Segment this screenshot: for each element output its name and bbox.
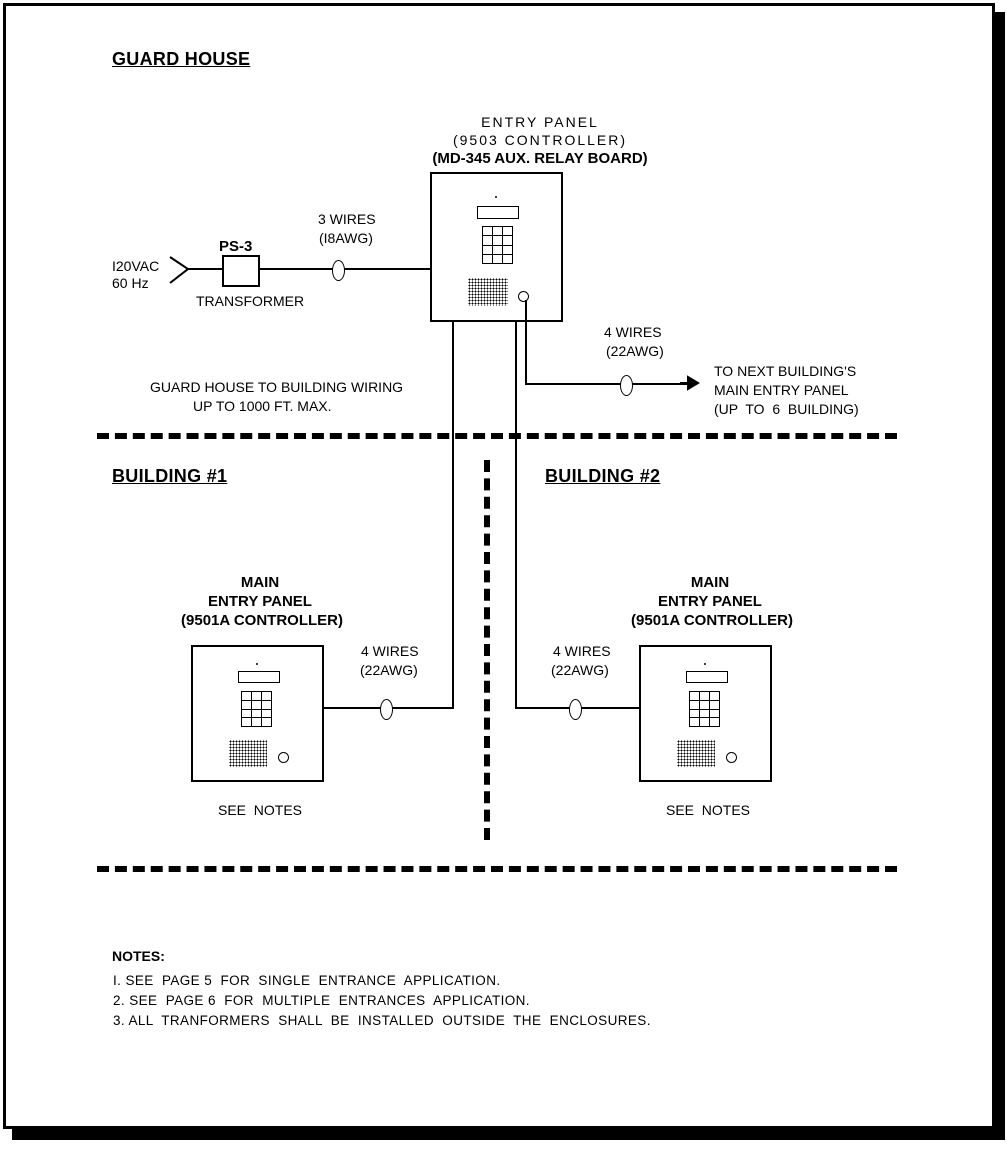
wire-entrypanel-to-building1-vertical [452,320,454,708]
section-title-building-2: BUILDING #2 [545,466,661,486]
main-panel-1-caption-line2: ENTRY PANEL [208,593,312,610]
wire-transformer-to-entry-panel [260,268,432,270]
entry-panel-device [430,172,563,322]
panel-indicator-dot [256,663,258,665]
wire-entrypanel-to-nextbuilding-vertical [525,300,527,384]
voltage-source-line2: 60 Hz [112,275,149,291]
wire-entrypanel-to-building2-vertical [515,320,517,708]
note-item-3: 3. ALL TRANFORMERS SHALL BE INSTALLED OUTSIDE THE ENCLOSURES. [113,1013,651,1028]
wire-4wires-top-line2: (22AWG) [606,343,664,359]
ps3-label: PS-3 [219,238,253,255]
main-entry-panel-1-device [191,645,324,782]
voltage-source-line1: I20VAC [112,258,160,274]
main-panel-1-footnote: SEE NOTES [217,802,303,818]
panel-indicator-dot [495,196,497,198]
wire-source-to-transformer [186,268,222,270]
panel-indicator-dot [704,663,706,665]
main-panel-1-caption-line1: MAIN [240,574,280,591]
main-panel-1-caption-line3: (9501A CONTROLLER) [181,612,343,629]
panel-display [477,206,519,219]
wire-4wires-b1-line1: 4 WIRES [361,643,419,659]
wire-3wires-line1: 3 WIRES [318,211,376,227]
wire-marker-4wires-building2 [569,699,582,720]
next-building-line1: TO NEXT BUILDING'S [714,363,857,379]
wire-marker-4wires-top [620,375,633,396]
panel-display [238,671,280,683]
main-panel-2-caption-line1: MAIN [690,574,730,591]
panel-speaker-grille [229,740,267,767]
panel-speaker-grille [468,278,508,306]
next-building-line2: MAIN ENTRY PANEL [714,382,849,398]
main-entry-panel-2-device [639,645,772,782]
wire-4wires-b2-line2: (22AWG) [551,662,609,678]
main-panel-2-caption-line2: ENTRY PANEL [658,593,762,610]
main-panel-2-caption-line3: (9501A CONTROLLER) [631,612,793,629]
divider-building1-building2 [484,460,490,840]
section-title-building-1: BUILDING #1 [112,466,228,486]
note-item-1: I. SEE PAGE 5 FOR SINGLE ENTRANCE APPLICATION. [113,973,501,988]
panel-display [686,671,728,683]
entry-panel-caption-line3: (MD-345 AUX. RELAY BOARD) [432,150,648,167]
entry-panel-caption-line1: ENTRY PANEL [481,114,599,130]
panel-keypad[interactable] [689,691,720,727]
voltage-source-arrow [168,255,198,287]
wire-4wires-top-line1: 4 WIRES [604,324,662,340]
note-item-2: 2. SEE PAGE 6 FOR MULTIPLE ENTRANCES APPLICATION. [113,993,530,1008]
panel-keypad[interactable] [482,226,513,264]
panel-speaker-grille [677,740,715,767]
divider-guardhouse-buildings [97,433,897,439]
wire-entrypanel-to-nextbuilding-horizontal [525,383,697,385]
panel-keypad[interactable] [241,691,272,727]
run-note-line2: UP TO 1000 FT. MAX. [193,398,332,414]
panel-call-button[interactable] [726,752,737,763]
entry-panel-caption-line2: (9503 CONTROLLER) [452,132,628,148]
notes-heading: NOTES: [112,948,165,964]
section-title-guard-house: GUARD HOUSE [112,49,251,69]
wire-3wires-line2: (I8AWG) [319,230,373,246]
transformer-box [222,255,260,287]
arrow-to-next-building [680,374,704,394]
next-building-line3: (UP TO 6 BUILDING) [714,401,859,417]
divider-buildings-bottom [97,866,897,872]
wire-4wires-b2-line1: 4 WIRES [553,643,611,659]
wire-4wires-b1-line2: (22AWG) [360,662,418,678]
run-note-line1: GUARD HOUSE TO BUILDING WIRING [150,379,404,395]
panel-call-button[interactable] [518,291,529,302]
transformer-label: TRANSFORMER [196,293,305,309]
panel-call-button[interactable] [278,752,289,763]
wire-marker-3wires [332,260,345,281]
wire-marker-4wires-building1 [380,699,393,720]
main-panel-2-footnote: SEE NOTES [665,802,751,818]
